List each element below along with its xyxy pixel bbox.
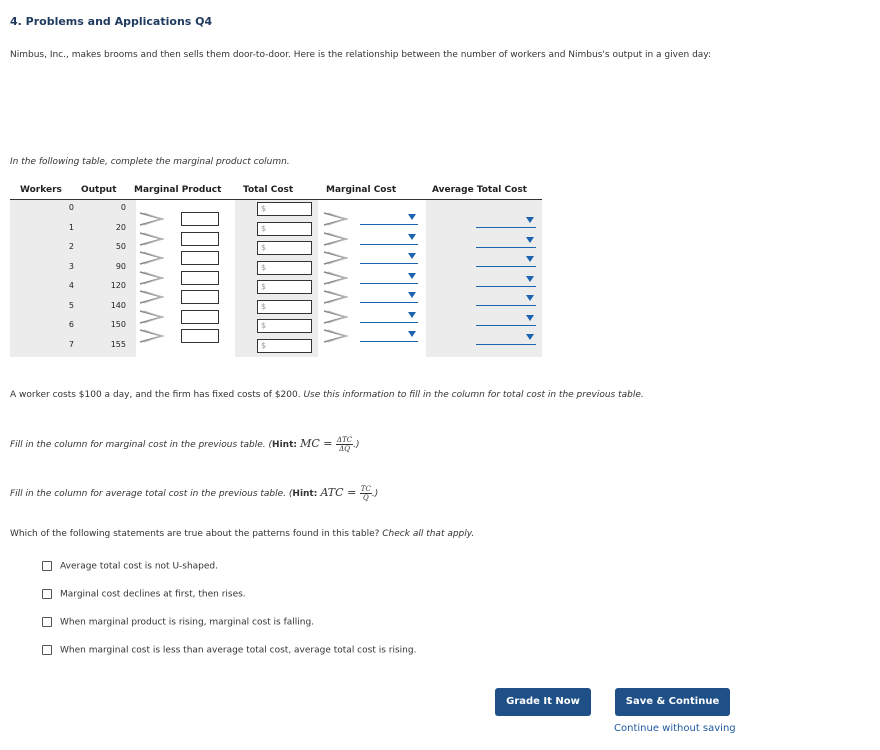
- statement-label: Average total cost is not U-shaped.: [60, 561, 219, 572]
- mc-denominator: ΔQ: [339, 445, 350, 453]
- currency-symbol: $: [261, 243, 267, 252]
- chevron-right-icon: [322, 271, 348, 285]
- mc-numerator: ΔTC: [337, 436, 353, 444]
- triangle-down-icon: [408, 312, 416, 318]
- header-marginal-cost: Marginal Cost: [326, 185, 397, 195]
- currency-symbol: $: [261, 340, 267, 350]
- cell-output: 90: [115, 261, 126, 271]
- average-total-cost-dropdown[interactable]: [476, 233, 536, 248]
- atc-lhs: ATC: [320, 486, 344, 499]
- average-total-cost-dropdown[interactable]: [476, 311, 536, 326]
- triangle-down-icon: [408, 292, 416, 298]
- statement-option-1[interactable]: [42, 561, 218, 572]
- table-header: [10, 183, 542, 200]
- marginal-cost-dropdown[interactable]: [360, 249, 418, 264]
- cell-workers: 7: [68, 339, 74, 349]
- marginal-product-input[interactable]: [181, 232, 219, 246]
- cost-table: [10, 200, 542, 357]
- triangle-down-icon: [526, 295, 534, 301]
- triangle-down-icon: [408, 331, 416, 337]
- triangle-down-icon: [526, 237, 534, 243]
- instruction-total-cost-italic: Use this information to fill in the column for total cost in the previous table.: [300, 390, 644, 400]
- triangle-down-icon: [526, 276, 534, 282]
- instruction-average-total-cost: Fill in the column for average total cost in the previous table. (Hint: ATC = $\frac{TC}{Q}$ .): [10, 485, 379, 502]
- statements-plain: Which of the following statements are true about the patterns found in this table?: [10, 529, 380, 539]
- cell-workers: 2: [68, 242, 74, 251]
- chevron-right-icon: [138, 290, 164, 304]
- statement-option-4[interactable]: [42, 645, 416, 656]
- total-cost-input[interactable]: [257, 222, 312, 236]
- marginal-product-input[interactable]: [181, 212, 219, 226]
- triangle-down-icon: [408, 214, 416, 220]
- marginal-cost-dropdown[interactable]: [360, 308, 418, 323]
- marginal-cost-dropdown[interactable]: [360, 288, 418, 303]
- total-cost-input[interactable]: [257, 261, 312, 275]
- instruction-mc-text: Fill in the column for marginal cost in the previous table. (: [10, 440, 273, 450]
- header-marginal-product: Marginal Product: [134, 185, 222, 195]
- average-total-cost-dropdown[interactable]: [476, 291, 536, 306]
- total-cost-input[interactable]: [257, 319, 312, 333]
- chevron-right-icon: [322, 212, 348, 226]
- header-average-total-cost: Average Total Cost: [432, 185, 527, 195]
- currency-symbol: $: [261, 204, 267, 213]
- header-output: Output: [81, 185, 117, 195]
- chevron-right-icon: [322, 290, 348, 304]
- currency-symbol: $: [261, 321, 267, 330]
- atc-numerator: TC: [360, 485, 371, 493]
- header-workers: Workers: [20, 185, 62, 195]
- cell-workers: 4: [68, 281, 74, 290]
- total-cost-input[interactable]: [257, 300, 312, 314]
- chevron-right-icon: [138, 251, 164, 265]
- chevron-right-icon: [138, 212, 164, 226]
- instruction-marginal-cost: Fill in the column for marginal cost in the previous table. (Hint: MC = $\frac{\text{ΔTC}}{\Delta Q}$ .): [10, 436, 360, 453]
- triangle-down-icon: [526, 217, 534, 223]
- currency-symbol: $: [261, 282, 267, 291]
- cell-workers: 3: [68, 261, 74, 271]
- marginal-cost-dropdown[interactable]: [360, 327, 418, 342]
- chevron-right-icon: [138, 329, 164, 343]
- currency-symbol: $: [261, 262, 267, 272]
- chevron-right-icon: [322, 232, 348, 246]
- marginal-product-input[interactable]: [181, 290, 219, 304]
- average-total-cost-dropdown[interactable]: [476, 213, 536, 228]
- cell-output: 120: [110, 281, 126, 290]
- instruction-statements: [10, 525, 474, 544]
- triangle-down-icon: [408, 273, 416, 279]
- question-intro: Nimbus, Inc., makes brooms and then sells them door-to-door. Here is the relationship between the number of workers and Nimbus's output in a given day:: [10, 50, 712, 60]
- marginal-product-input[interactable]: [181, 329, 219, 343]
- cell-output: 140: [110, 300, 126, 310]
- marginal-cost-dropdown[interactable]: [360, 230, 418, 245]
- continue-without-saving-link[interactable]: Continue without saving: [614, 723, 736, 734]
- average-total-cost-dropdown[interactable]: [476, 330, 536, 345]
- chevron-right-icon: [322, 310, 348, 324]
- checkbox-icon[interactable]: [42, 561, 52, 571]
- cell-output: 150: [110, 320, 126, 329]
- total-cost-input[interactable]: [257, 339, 312, 353]
- chevron-right-icon: [138, 271, 164, 285]
- atc-denominator: Q: [362, 494, 369, 502]
- statements-italic: Check all that apply.: [379, 529, 475, 539]
- atc-close: .): [371, 489, 379, 499]
- hint-label: Hint: [272, 440, 294, 450]
- cell-workers: 6: [68, 320, 74, 329]
- total-cost-input[interactable]: [257, 241, 312, 255]
- statement-option-3[interactable]: [42, 617, 314, 628]
- marginal-cost-dropdown[interactable]: [360, 269, 418, 284]
- cell-output: 0: [120, 203, 126, 212]
- mc-fraction: [336, 436, 353, 453]
- cell-workers: 0: [68, 203, 74, 212]
- instruction-atc-text: Fill in the column for average total cost in the previous table. (: [10, 489, 293, 499]
- question-title: 4. Problems and Applications Q4: [10, 15, 213, 28]
- cell-output: 20: [115, 222, 126, 232]
- instruction-total-cost: [10, 386, 644, 405]
- statement-option-2[interactable]: [42, 589, 246, 600]
- mc-lhs: MC: [300, 437, 320, 450]
- hint-label-atc: Hint: [292, 489, 314, 499]
- instruction-marginal-product: In the following table, complete the marginal product column.: [10, 157, 290, 167]
- average-total-cost-dropdown[interactable]: [476, 252, 536, 267]
- triangle-down-icon: [526, 334, 534, 340]
- instruction-total-cost-plain: A worker costs $100 a day, and the firm has fixed costs of $200.: [10, 390, 301, 400]
- marginal-product-input[interactable]: [181, 251, 219, 265]
- triangle-down-icon: [526, 256, 534, 262]
- header-total-cost: Total Cost: [243, 185, 294, 195]
- total-cost-input[interactable]: [257, 280, 312, 294]
- chevron-right-icon: [322, 329, 348, 343]
- triangle-down-icon: [408, 234, 416, 240]
- chevron-right-icon: [138, 232, 164, 246]
- statement-label: When marginal product is rising, marginal cost is falling.: [60, 617, 315, 628]
- cell-workers: 1: [68, 222, 74, 232]
- marginal-product-input[interactable]: [181, 310, 219, 324]
- statement-label: When marginal cost is less than average total cost, average total cost is rising.: [60, 645, 417, 656]
- statement-label: Marginal cost declines at first, then rises.: [60, 589, 246, 600]
- triangle-down-icon: [408, 253, 416, 259]
- triangle-down-icon: [526, 315, 534, 321]
- checkbox-icon[interactable]: [42, 589, 52, 599]
- atc-fraction: [360, 485, 372, 502]
- total-cost-input[interactable]: [257, 202, 312, 216]
- chevron-right-icon: [322, 251, 348, 265]
- mc-close: .): [353, 440, 360, 450]
- marginal-product-input[interactable]: [181, 271, 219, 285]
- checkbox-icon[interactable]: [42, 617, 52, 627]
- currency-symbol: $: [261, 301, 267, 311]
- average-total-cost-dropdown[interactable]: [476, 272, 536, 287]
- currency-symbol: $: [261, 223, 267, 233]
- grade-it-now-button[interactable]: Grade It Now: [495, 688, 591, 716]
- cell-output: 155: [110, 339, 126, 349]
- checkbox-icon[interactable]: [42, 645, 52, 655]
- chevron-right-icon: [138, 310, 164, 324]
- marginal-cost-dropdown[interactable]: [360, 210, 418, 225]
- save-continue-button[interactable]: Save & Continue: [615, 688, 730, 716]
- cell-output: 50: [115, 242, 126, 251]
- cell-workers: 5: [68, 300, 74, 310]
